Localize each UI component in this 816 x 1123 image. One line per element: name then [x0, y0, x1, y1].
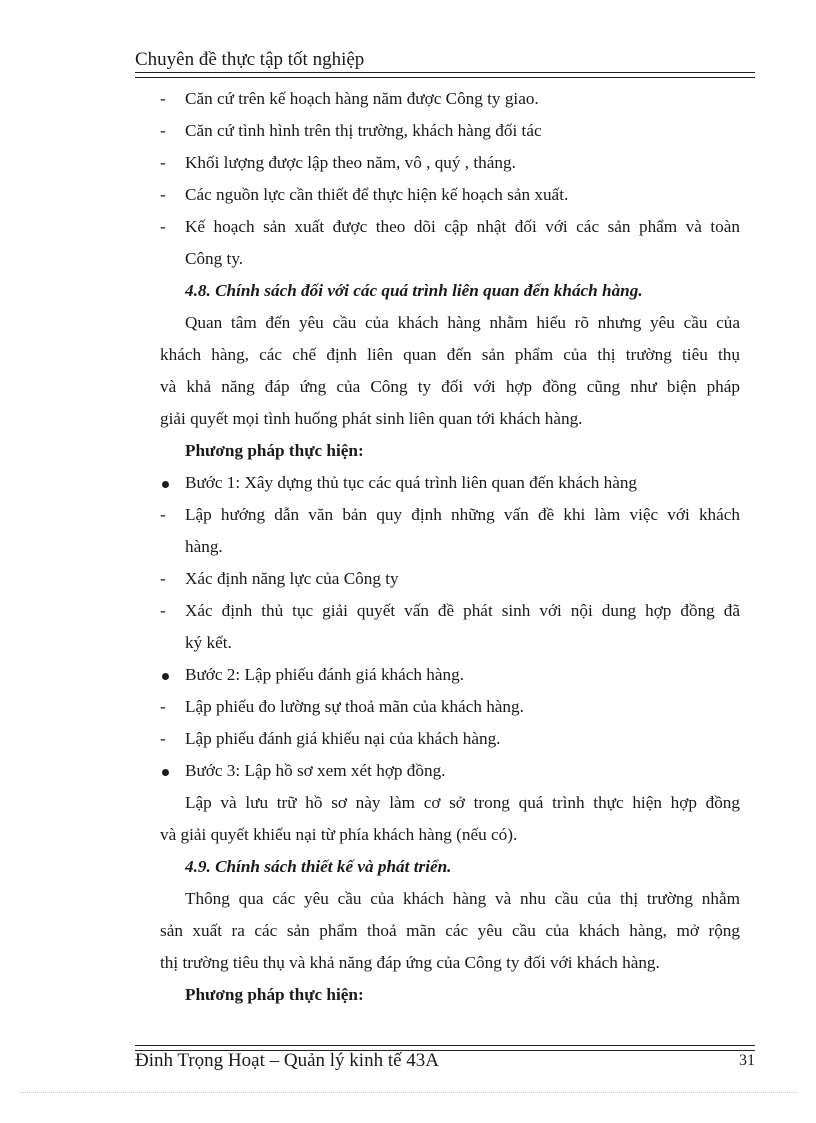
paragraph-line: sản xuất ra các sản phẩm thoả mãn các yêu cầu của khách hàng, mở rộng: [160, 921, 740, 940]
paragraph-line: và khả năng đáp ứng của Công ty đối với hợp đồng cũng như biện pháp: [160, 377, 740, 396]
paragraph-line: Quan tâm đến yêu cầu của khách hàng nhằm hiểu rõ nhưng yêu cầu của: [185, 313, 740, 332]
paragraph-line: khách hàng, các chế định liên quan đến sản phẩm của thị trường tiêu thụ: [160, 345, 740, 364]
dash-marker: -: [160, 217, 166, 236]
dash-marker: -: [160, 505, 166, 524]
list-item-continuation: hàng.: [185, 537, 223, 556]
dash-marker: -: [160, 89, 166, 108]
paragraph-line: Thông qua các yêu cầu của khách hàng và nhu cầu của thị trường nhằm: [185, 889, 740, 908]
paragraph-line: và giải quyết khiếu nại từ phía khách hàng (nếu có).: [160, 825, 518, 844]
dash-marker: -: [160, 121, 166, 140]
page-header: [135, 48, 755, 72]
dash-marker: -: [160, 185, 166, 204]
section-heading-4-8: 4.8. Chính sách đối với các quá trình liên quan đến khách hàng.: [185, 281, 643, 300]
dash-marker: -: [160, 153, 166, 172]
paragraph-line: thị trường tiêu thụ và khả năng đáp ứng của Công ty đối với khách hàng.: [160, 953, 660, 972]
list-item-continuation: Công ty.: [185, 249, 244, 268]
method-heading: Phương pháp thực hiện:: [185, 985, 364, 1004]
dash-marker: -: [160, 729, 166, 748]
bullet-icon: [162, 673, 169, 680]
section-heading-4-9: 4.9. Chính sách thiết kế và phát triển.: [185, 857, 452, 876]
dash-marker: -: [160, 601, 166, 620]
dash-marker: -: [160, 697, 166, 716]
list-item-continuation: ký kết.: [185, 633, 232, 652]
dash-marker: -: [160, 569, 166, 588]
bullet-icon: [162, 769, 169, 776]
paragraph-line: Lập và lưu trữ hồ sơ này làm cơ sở trong quá trình thực hiện hợp đồng: [185, 793, 740, 812]
footer-author: Đinh Trọng Hoạt – Quản lý kinh tế 43A: [135, 1050, 439, 1071]
header-rule: [135, 72, 755, 78]
header-title: Chuyên đề thực tập tốt nghiệp: [135, 49, 365, 70]
page-edge-divider: [20, 1092, 796, 1093]
bullet-icon: [162, 481, 169, 488]
method-heading: Phương pháp thực hiện:: [185, 441, 364, 460]
paragraph-line: giải quyết mọi tình huống phát sinh liên quan tới khách hàng.: [160, 409, 583, 428]
page-number: 31: [739, 1052, 755, 1069]
